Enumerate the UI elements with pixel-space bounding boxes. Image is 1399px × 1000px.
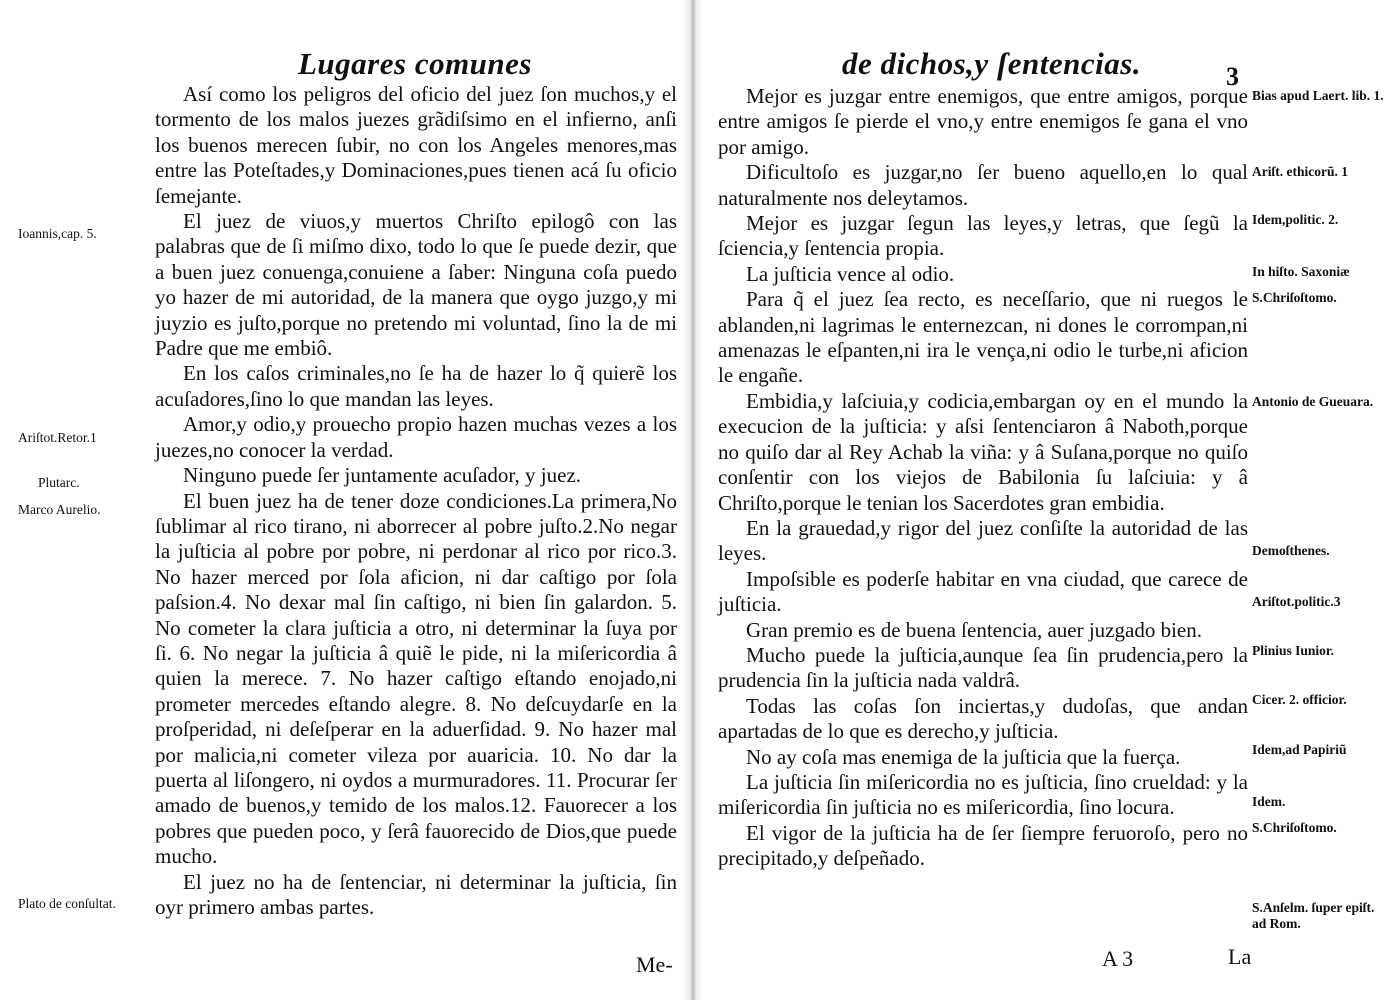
right-body-text — [718, 84, 1248, 872]
right-paragraph: Mejor es juzgar ſegun las leyes,y letras, que ſegũ la ſciencia,y ſentencia propia. — [718, 211, 1248, 261]
right-paragraph: Embidia,y laſciuia,y codicia,embargan oy en el mundo la execucion de la juſticia: y aſsi ſentenciaron â Naboth,porque no quiſo dar al Rey Achab la viña: y â Suſana,porque no quiſo conſentir con los viejos de Babilonia ſu laſciuia: y â Chriſto,porque le tenian los Sacerdotes gran embidia. — [718, 388, 1248, 515]
left-paragraph: Ninguno puede ſer juntamente acuſador, y juez. — [183, 463, 582, 488]
left-page — [0, 0, 682, 1000]
signature-mark: A 3 — [1102, 946, 1134, 971]
margin-note-guevara: Antonio de Gueuara. — [1252, 394, 1374, 409]
margin-note-demosthenes: Demoſthenes. — [1252, 543, 1330, 558]
right-paragraph: Mejor es juzgar entre enemigos, que entre amigos, porque entre amigos ſe pierde el vno,y entre enemigos ſe gana el vno por amigo. — [718, 84, 1248, 159]
margin-note-in-histo: In hiſto. Saxoniæ — [1252, 264, 1350, 279]
margin-note-plutarc: Plutarc. — [38, 475, 80, 490]
left-catchword: Me- — [636, 952, 673, 977]
margin-note-marco-aurelio: Marco Aurelio. — [18, 502, 101, 517]
left-paragraph: El buen juez ha de tener doze condiciones.La primera,No ſublimar al rico tirano, ni aborrecer al pobre juſto.2.No negar la juſticia al pobre por pobre, ni perdonar al rico por rico.3. No hazer merced por ſola aficion, ni dar caſtigo por ſola paſsion.4. No dexar mal ſin caſtigo, ni bien ſin galardon. 5. No cometer la clara juſticia a otro, ni determinar la ſuya por ſi. 6. No negar la juſticia â quiẽ le pide, ni la miſericordia â quien la merece. 7. No hazer caſtigo eſtando enojado,ni prometer mercedes eſtando alegre. 8. No deſcuydarſe en la proſperidad, ni deſeſperar en la aduerſidad. 9. No hazer mal por malicia,ni cometer vileza por auaricia. 10. No dar la puerta al liſongero, ni oydos a murmuradores. 11. Procurar ſer amado de buenos,y temido de los malos.12. Fauorecer a los pobres que pueden poco, y ſerâ fauorecido de Dios,que puede mucho. — [155, 488, 677, 869]
right-catchword: La — [1228, 944, 1252, 969]
left-paragraph: Amor,y odio,y prouecho propio hazen muchas vezes a los juezes,no conocer la verdad. — [155, 412, 677, 462]
margin-note-aristot-politic: Ariſtot.politic.3 — [1252, 594, 1341, 609]
margin-note-ioannis: Ioannis,cap. 5. — [18, 226, 97, 241]
right-paragraph: No ay coſa mas enemiga de la juſticia que la fuerça. — [746, 744, 1181, 769]
margin-note-anselm: S.Anſelm. ſuper epiſt. ad Rom. — [1252, 900, 1375, 931]
left-paragraph: Así como los peligros del oficio del juez ſon muchos,y el tormento de los malos juezes grãdiſsimo en el infierno, anſi los buenos merecen ſubir, no con los Angeles menores,mas entre las Poteſtades,y Dominaciones,pues tienen acá ſu oficio ſemejante. — [155, 82, 677, 208]
right-paragraph: Impoſsible es poderſe habitar en vna ciudad, que carece de juſticia. — [718, 566, 1248, 617]
margin-note-arist-ethic: Ariſt. ethicorũ. 1 — [1252, 164, 1348, 179]
right-paragraph: En la grauedad,y rigor del juez conſiſte la autoridad de las leyes. — [718, 515, 1248, 566]
right-paragraph: Mucho puede la juſticia,aunque ſea ſin prudencia,pero la prudencia ſin la juſticia nada valdrâ. — [718, 642, 1248, 693]
margin-note-idem: Idem. — [1252, 794, 1286, 809]
left-paragraph: En los caſos criminales,no ſe ha de hazer lo q̃ quierẽ los acuſadores,ſino lo que mandan las leyes. — [155, 361, 677, 411]
left-margin-notes — [18, 0, 158, 1000]
right-paragraph: Todas las coſas ſon inciertas,y dudoſas, que andan apartadas de lo que es derecho,y juſticia. — [718, 693, 1248, 744]
margin-note-aristot-retor: Ariſtot.Retor.1 — [18, 430, 97, 445]
right-margin-notes — [1252, 0, 1397, 1000]
margin-note-plato: Plato de conſultat. — [18, 896, 116, 911]
right-paragraph: Dificultoſo es juzgar,no ſer bueno aquello,en lo qual naturalmente nos deleytamos. — [718, 160, 1248, 210]
margin-note-chrisostomo: S.Chriſoſtomo. — [1252, 290, 1337, 305]
left-paragraph: El juez no ha de ſentenciar, ni determinar la juſticia, ſin oyr primero ambas partes. — [155, 869, 677, 919]
margin-note-idem-politic: Idem,politic. 2. — [1252, 212, 1339, 227]
left-running-header: Lugares comunes — [298, 46, 532, 81]
right-paragraph: La juſticia vence al odio. — [746, 261, 955, 286]
margin-note-cicer: Cicer. 2. officior. — [1252, 692, 1347, 707]
right-page — [704, 0, 1399, 1000]
margin-note-plinius: Plinius Iunior. — [1252, 643, 1335, 658]
right-paragraph: Para q̃ el juez ſea recto, es neceſſario, que ni ruegos le ablanden,ni lagrimas le enternezcan, ni dones le corrompan,ni amenazas le eſpanten,ni ira le vença,ni odio le turbe,ni aficion le engañe. — [718, 287, 1248, 388]
page-number: 3 — [1226, 62, 1239, 91]
right-paragraph: La juſticia ſin miſericordia no es juſticia, ſino crueldad: y la miſericordia ſin juſticia no es miſericordia, ſino locura. — [718, 769, 1248, 820]
right-running-header: de dichos,y ſentencias. — [842, 46, 1142, 81]
book-gutter — [682, 0, 704, 1000]
left-body-text — [155, 82, 677, 920]
right-paragraph: Gran premio es de buena ſentencia, auer juzgado bien. — [746, 617, 1202, 642]
margin-note-idem-papirium: Idem,ad Papiriũ — [1252, 742, 1347, 757]
margin-note-bias: Bias apud Laert. lib. 1. — [1252, 88, 1384, 103]
margin-note-chrisostomo-2: S.Chriſoſtomo. — [1252, 820, 1337, 835]
right-paragraph: El vigor de la juſticia ha de ſer ſiempre feruoroſo, pero no precipitado,y deſpeñado. — [718, 820, 1248, 871]
left-paragraph: El juez de viuos,y muertos Chriſto epilogô con las palabras que de ſi miſmo dixo, todo lo que ſe puede dezir, que a buen juez conuenga,conuiene a ſaber: Ninguna coſa puedo yo hazer de mi autoridad, de la manera que oygo juzgo,y mi juyzio es juſto,porque no pretendo mi voluntad, ſino la de mi Padre que me embiô. — [155, 209, 677, 361]
